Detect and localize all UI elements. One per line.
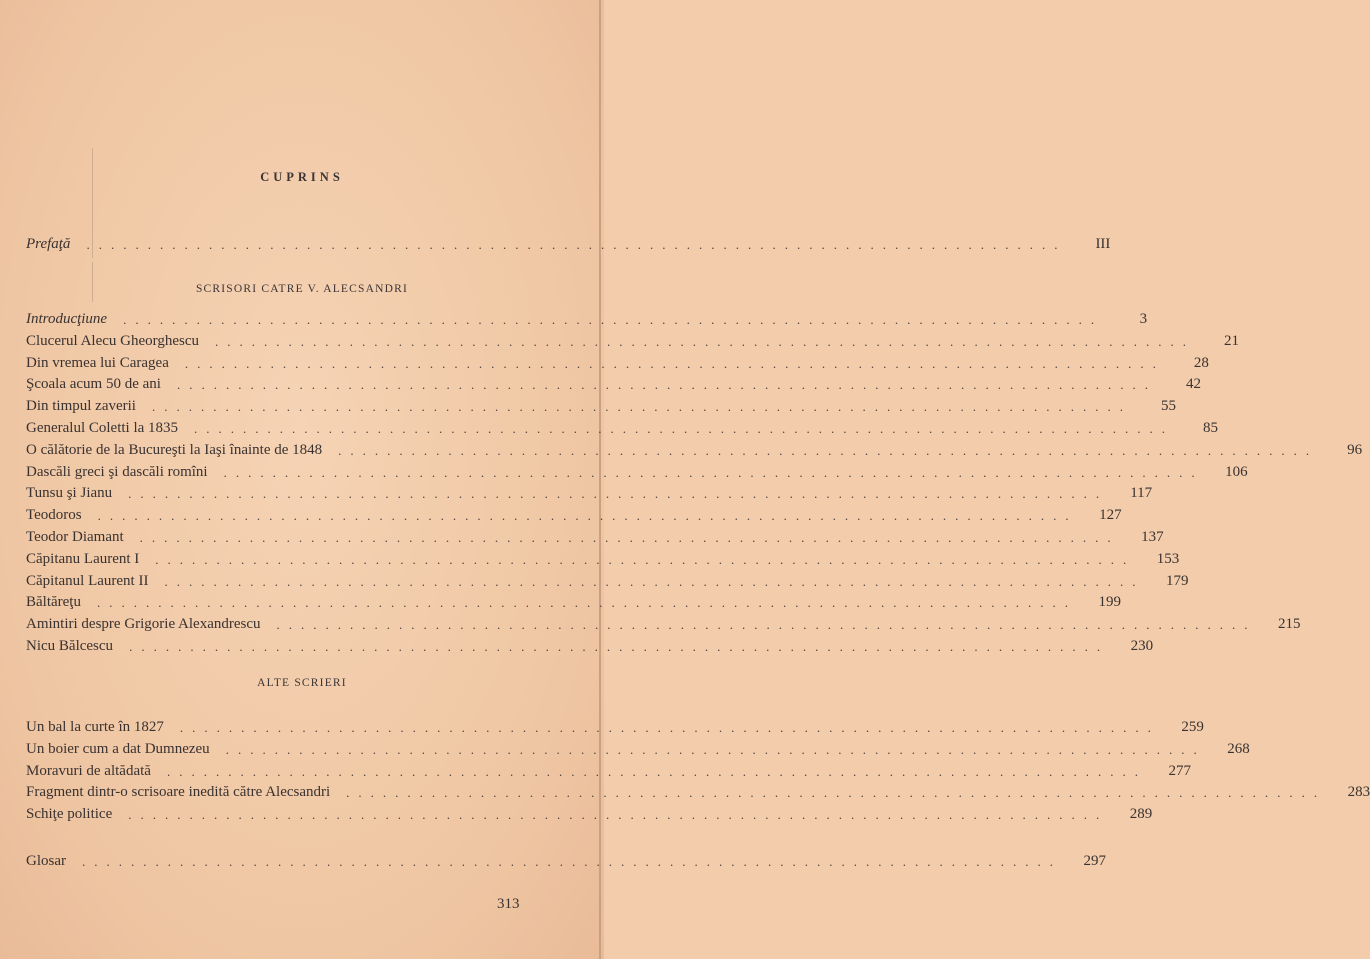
toc-entry-label: Din vremea lui Caragea [26,354,169,371]
toc-leader-dots: ................................................................................ [176,377,1157,393]
toc-entry [26,571,1189,591]
toc-entry-label: Căpitanul Laurent II [26,572,149,589]
toc-entry-label: O călătorie de la Bucureşti la Iaşi înainte de 1848 [26,441,323,458]
toc-entry-page: 21 [1224,332,1240,349]
toc-leader-dots: ................................................................................ [96,595,1077,611]
toc-leader-dots: ................................................................................ [164,573,1145,589]
toc-entry [26,440,1363,460]
toc-entry-page: 117 [1130,485,1153,502]
toc-leader-dots: ................................................................................ [128,807,1109,823]
page-number: 313 [497,896,520,912]
toc-entry-label: Fragment dintr-o scrisoare inedită către Alecsandri [26,784,331,801]
toc-entry-label: Generalul Coletti la 1835 [26,420,179,436]
toc-entry-page: 283 [1347,784,1370,801]
toc-leader-dots: ................................................................................ [155,551,1136,567]
toc-leader-dots: ................................................................................ [179,720,1160,735]
toc-entry-page: 85 [1203,420,1219,436]
toc-entry [26,782,1370,802]
toc-leader-dots: ................................................................................ [128,486,1109,502]
toc-entry-label: Un bal la curte în 1827 [26,719,164,735]
toc-leader-dots: ................................................................................ [276,617,1257,633]
toc-entry [26,374,1201,394]
toc-entry-preface [26,234,1111,254]
toc-leader-dots: ................................................................................ [338,442,1319,458]
toc-entry [26,396,1176,416]
toc-entry-page: 277 [1168,762,1191,779]
toc-entry-page: 96 [1347,441,1363,458]
toc-leader-dots: ................................................................................ [97,508,1078,524]
toc-leader-dots: ................................................................................ [225,741,1206,757]
section-heading-scrisori: SCRISORI CATRE V. ALECSANDRI [195,283,409,295]
toc-entry-label: Căpitanu Laurent I [26,550,140,567]
toc-entry [26,505,1122,525]
toc-entry-page: 268 [1227,740,1250,757]
toc-entry-label: Glosar [26,853,66,869]
toc-entry-label: Teodoros [26,507,82,524]
toc-entry-page: 297 [1083,853,1106,869]
toc-entry-label: Schiţe politice [26,806,113,823]
toc-entry [26,636,1154,656]
toc-entry [26,309,1148,329]
toc-entry-label: Un boier cum a dat Dumnezeu [26,740,210,757]
toc-entry-page: 127 [1099,507,1122,524]
section-heading-alte-scrieri: ALTE SCRIERI [257,677,347,689]
toc-entry [26,804,1153,824]
toc-entry-label: Amintiri despre Grigorie Alexandrescu [26,616,261,633]
toc-entry-page: 179 [1165,572,1189,589]
toc-entry [26,353,1209,373]
toc-entry [26,614,1301,634]
toc-leader-dots: ................................................................................ [82,854,1062,869]
toc-entry-label: Băltăreţu [26,594,81,611]
toc-entry-label: Şcoala acum 50 de ani [26,376,161,393]
toc-leader-dots: ................................................................................ [346,785,1327,801]
toc-leader-dots: ................................................................................ [151,399,1132,415]
toc-leader-dots: ................................................................................ [86,237,1067,252]
toc-entry-label: Din timpul zaverii [26,398,136,415]
toc-entry [26,592,1121,612]
toc-leader-dots: ................................................................................ [123,312,1104,327]
toc-entry-label: Moravuri de altădată [26,762,151,779]
toc-entry-page: 199 [1098,594,1121,611]
toc-leader-dots: ................................................................................ [215,333,1196,349]
toc-leader-dots: ................................................................................ [139,530,1120,545]
toc-entry-page: 28 [1193,354,1209,371]
toc-leader-dots: ................................................................................ [194,421,1175,436]
toc-entry-page: 230 [1130,638,1154,654]
toc-entry [26,761,1191,781]
toc-entry-label: Introducţiune [26,311,108,327]
toc-entry [26,549,1180,569]
toc-entry-page: III [1095,236,1111,252]
toc-entry-label: Dascăli greci şi dascăli romîni [26,463,208,480]
toc-entry-label: Clucerul Alecu Gheorghescu [26,332,200,349]
toc-leader-dots: ................................................................................ [129,639,1110,654]
toc-entry [26,739,1250,759]
toc-entry-page: 42 [1185,376,1201,393]
toc-entry-page: 289 [1129,806,1153,823]
toc-entry [26,331,1240,351]
toc-entry-page: 153 [1156,550,1180,567]
toc-entry-label: Nicu Bălcescu [26,638,114,654]
toc-entry [26,483,1153,503]
toc-title: CUPRINS [260,170,344,184]
toc-entry-page: 259 [1181,719,1204,735]
toc-entry-page: 215 [1278,616,1301,633]
toc-entry [26,418,1219,438]
toc-entry-label: Teodor Diamant [26,529,124,545]
toc-entry [26,527,1164,547]
toc-leader-dots: ................................................................................ [223,464,1204,480]
toc-entry-page: 137 [1141,529,1164,545]
toc-leader-dots: ................................................................................ [184,355,1165,371]
toc-entry-page: 3 [1139,311,1148,327]
paper-crease-lower [92,262,93,302]
toc-entry-glossary [26,851,1106,871]
toc-entry [26,462,1248,482]
toc-entry [26,717,1204,737]
toc-entry-page: 106 [1225,463,1248,480]
toc-entry-label: Prefaţă [26,236,71,252]
toc-entry-page: 55 [1160,398,1176,415]
toc-entry-label: Tunsu şi Jianu [26,485,113,502]
toc-leader-dots: ................................................................................ [166,763,1147,779]
